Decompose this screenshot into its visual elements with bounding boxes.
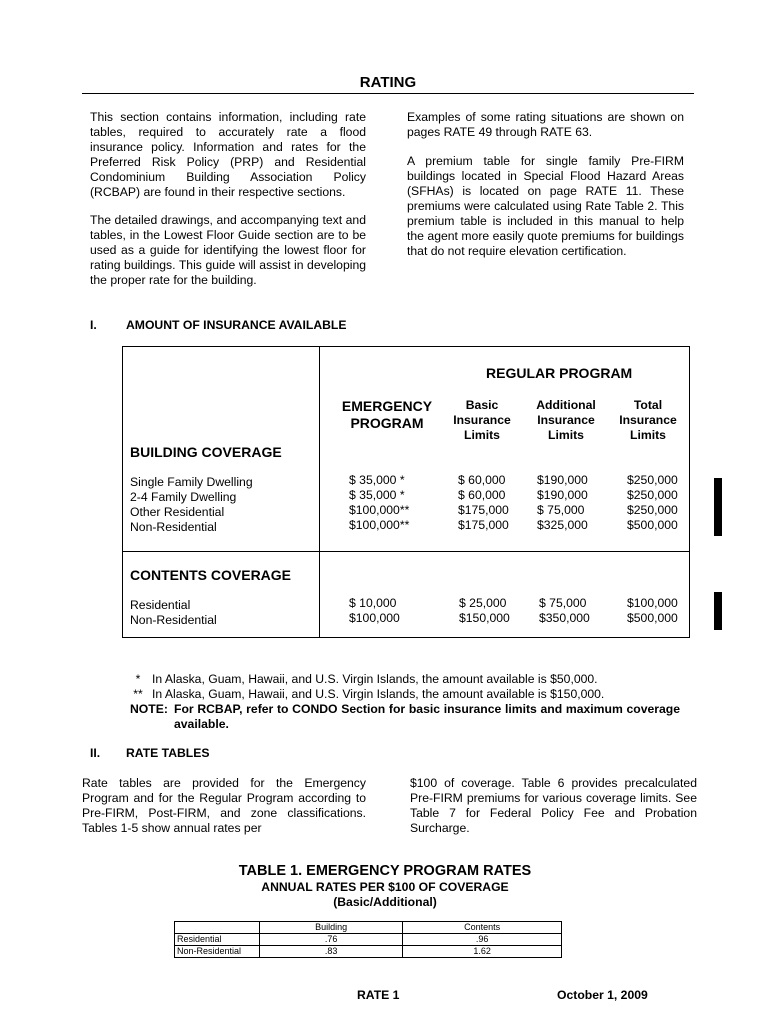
footnote-2-mark: ** — [133, 687, 143, 701]
building-total-values: $250,000 $250,000 $250,000 $500,000 — [627, 473, 678, 532]
table-row-divider — [123, 551, 689, 552]
table-cell: 1.62 — [403, 946, 562, 958]
section-1-number: I. — [90, 318, 97, 332]
additional-limits-header: Additional Insurance Limits — [536, 398, 596, 442]
contents-coverage-labels: Residential Non-Residential — [130, 598, 217, 627]
section-1-heading — [90, 318, 347, 332]
footer-page-number: RATE 1 — [357, 988, 400, 1002]
building-coverage-heading: BUILDING COVERAGE — [130, 444, 282, 460]
building-emergency-values: $ 35,000 * $ 35,000 * $100,000** $100,000** — [349, 473, 410, 532]
note-label: NOTE: — [130, 702, 168, 716]
intro-left-paragraph-2: The detailed drawings, and accompanying text and tables, in the Lowest Floor Guide section are to be used as a guide for identifying the lowest floor for rating buildings. This guide will assist in developing the proper rate for the building. — [90, 213, 366, 287]
section-2-heading — [90, 746, 210, 760]
footnote-1-mark: * — [135, 672, 141, 686]
contents-additional-values: $ 75,000 $350,000 — [539, 596, 590, 625]
rate-tables-right-paragraph: $100 of coverage. Table 6 provides precalculated Pre-FIRM premiums for various coverage limits. See Table 7 for Federal Policy Fee and Probation Surcharge. — [410, 776, 697, 835]
table-1-subtitle: ANNUAL RATES PER $100 OF COVERAGE — [261, 880, 509, 894]
intro-right-paragraph-2: A premium table for single family Pre-FIRM buildings located in Special Flood Hazard Areas (SFHAs) is located on page RATE 11. These premiums were calculated using Rate Table 2. This premium table is included in this manual to help the agent more easily quote premiums for buildings that do not require elevation certification. — [407, 154, 684, 258]
table-cell: .96 — [403, 934, 562, 946]
table-cell: Residential — [175, 934, 260, 946]
emergency-program-heading: EMERGENCY PROGRAM — [341, 398, 433, 431]
contents-coverage-heading: CONTENTS COVERAGE — [130, 567, 292, 583]
contents-emergency-values: $ 10,000 $100,000 — [349, 596, 400, 625]
emergency-program-rates-table — [174, 921, 562, 958]
total-limits-header: Total Insurance Limits — [619, 398, 677, 442]
contents-total-values: $100,000 $500,000 — [627, 596, 678, 625]
note — [130, 702, 680, 732]
table-column-divider — [319, 347, 320, 637]
table-cell: .83 — [260, 946, 403, 958]
revision-change-bar — [714, 478, 722, 536]
section-1-title: AMOUNT OF INSURANCE AVAILABLE — [126, 318, 347, 332]
table-cell: Non-Residential — [175, 946, 260, 958]
table-header-cell — [175, 922, 260, 934]
building-coverage-labels: Single Family Dwelling 2-4 Family Dwelling Other Residential Non-Residential — [130, 475, 253, 534]
intro-left-paragraph-1: This section contains information, including rate tables, required to accurately rate a flood insurance policy. Information and rates for the Preferred Risk Policy (PRP) and Residential Condominium Building Association Policy (RCBAP) are found in their respective sections. — [90, 110, 366, 199]
regular-program-heading: REGULAR PROGRAM — [486, 365, 633, 381]
page-title: RATING — [82, 74, 694, 94]
amount-of-insurance-table — [122, 346, 690, 638]
table-row — [175, 946, 562, 958]
note-text: For RCBAP, refer to CONDO Section for basic insurance limits and maximum coverage available. — [174, 702, 680, 731]
section-2-title: RATE TABLES — [126, 746, 210, 760]
table-cell: .76 — [260, 934, 403, 946]
revision-change-bar — [714, 592, 722, 630]
intro-right-paragraph-1: Examples of some rating situations are shown on pages RATE 49 through RATE 63. — [407, 110, 684, 139]
table-header-cell: Building — [260, 922, 403, 934]
footnote-1-text: In Alaska, Guam, Hawaii, and U.S. Virgin Islands, the amount available is $50,000. — [152, 672, 598, 686]
rate-tables-left-paragraph: Rate tables are provided for the Emergency Program and for the Regular Program according to Pre-FIRM, Post-FIRM, and zone classifications. Tables 1-5 show annual rates per — [82, 776, 366, 835]
footnote-2-text: In Alaska, Guam, Hawaii, and U.S. Virgin Islands, the amount available is $150,000. — [152, 687, 605, 701]
footnote-2 — [124, 672, 604, 702]
table-row — [175, 934, 562, 946]
table-1-title: TABLE 1. EMERGENCY PROGRAM RATES — [238, 863, 532, 879]
basic-limits-header: Basic Insurance Limits — [453, 398, 511, 442]
footer-date: October 1, 2009 — [557, 988, 648, 1002]
section-2-number: II. — [90, 746, 101, 760]
table-header-row — [175, 922, 562, 934]
contents-basic-values: $ 25,000 $150,000 — [459, 596, 510, 625]
table-1-subtitle-2: (Basic/Additional) — [333, 895, 437, 909]
building-additional-values: $190,000 $190,000 $ 75,000 $325,000 — [537, 473, 588, 532]
table-header-cell: Contents — [403, 922, 562, 934]
building-basic-values: $ 60,000 $ 60,000 $175,000 $175,000 — [458, 473, 509, 532]
